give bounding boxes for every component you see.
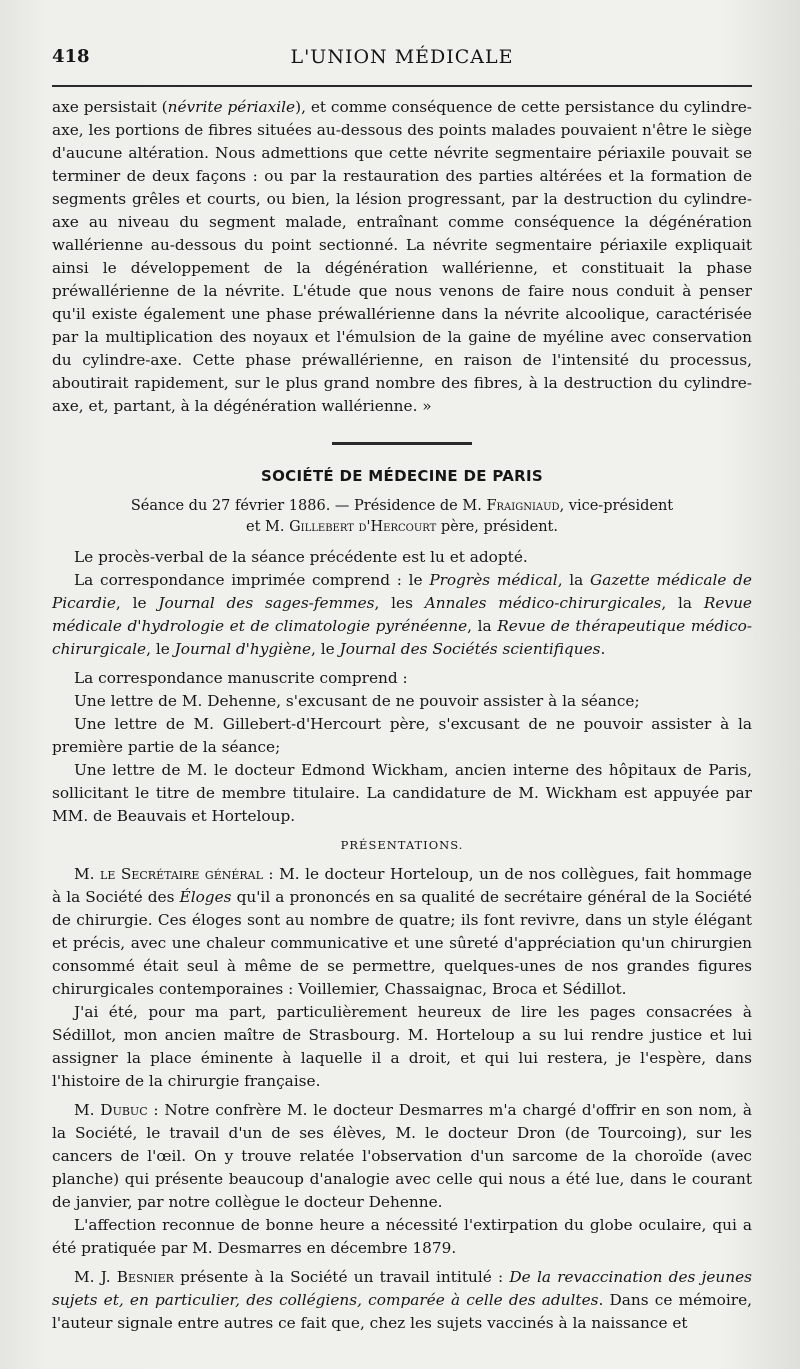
text-run: , le — [146, 640, 175, 658]
italic-term: névrite périaxile — [167, 98, 296, 116]
text-run: axe persistait ( — [52, 98, 168, 116]
journal-title: Gazette médicale de Picardie — [52, 571, 752, 612]
correspondence-printed-paragraph — [52, 569, 752, 661]
text-run: , le — [115, 594, 159, 612]
text-run: , la — [467, 617, 498, 635]
journal-title: Annales médico-chirurgicales — [424, 594, 662, 612]
name-gillebert: Gillebert d'Hercourt — [289, 519, 437, 535]
text-run: Séance du 27 février 1886. — Présidence de M. — [130, 498, 487, 514]
dubuc-paragraph-2: L'affection reconnue de bonne heure a nécessité l'extirpation du globe oculaire, qui a été pratiquée par M. Desmarres en décembre 1879. — [52, 1216, 752, 1257]
page-header — [52, 46, 752, 74]
text-run: , la — [661, 594, 704, 612]
text-run: ), et comme conséquence de cette persistance du cylindre-axe, les portions de fibres situées au-dessous des points malades pouvaient n'être le siège d'aucune altération. Nous admettions que cette névrite segmentaire périaxile pouvait se terminer de deux façons : ou par la restauration des parties altérées et la formation de segments grêles et courts, ou bien, la lésion progressant, par la destruction du cylindre-axe au niveau du segment malade, entraînant comme conséquence la dégénération wallérienne au-dessous du point sectionné. La névrite segmentaire périaxile expliquait ainsi le développement de la dégénération wallérienne, et constituait la phase préwallérienne de la névrite. L'étude que nous venons de faire nous conduit à penser qu'il existe également une phase préwallérienne dans la névrite alcoolique, caractérisée par la multiplication des noyaux et l'émulsion de la gaine de myéline avec conservation du cylindre-axe. Cette phase préwallérienne, en raison de l'intensité du processus, aboutirait rapidement, sur le plus grand nombre des fibres, à la destruction du cylindre-axe, et, partant, à la dégénération wallérienne. » — [52, 98, 752, 415]
journal-title: Revue médicale d'hydrologie et de climatologie pyrénéenne — [52, 594, 752, 635]
text-run: père, président. — [436, 519, 558, 535]
speaker-name: M. le Secrétaire général — [74, 865, 263, 883]
italic-term: De la revaccination des jeunes sujets et, en particulier, des collégiens, comparée à celle des adultes — [52, 1268, 752, 1309]
text-run: . — [600, 640, 606, 658]
speaker-name: M. J. Besnier — [74, 1268, 174, 1286]
seance-line — [52, 496, 752, 538]
page-number: 418 — [52, 46, 90, 67]
text-run: présente à la Société un travail intitulé : — [173, 1268, 510, 1286]
letter-item: Une lettre de M. le docteur Edmond Wickham, ancien interne des hôpitaux de Paris, sollicitant le titre de membre titulaire. La candidature de M. Wickham est appuyée par MM. de Beauvais et Horteloup. — [52, 761, 752, 825]
text-run: qu'il a prononcés en sa qualité de secrétaire général de la Société de chirurgie. Ces éloges sont au nombre de quatre; ils font revivre, dans un style élégant et précis, avec une chaleur communicative et une sûreté d'appréciation qu'un chirurgien consommé était seul à même de se permettre, quelques-unes de nos grandes figures chirurgicales contemporaines : Voillemier, Chassaignac, Broca et Sédillot. — [52, 888, 752, 998]
text-run: : Notre confrère M. le docteur Desmarres m'a chargé d'offrir en son nom, à la Société, le travail d'un de ses élèves, M. le docteur Dron (de Tourcoing), sur les cancers de l'œil. On y trouve relatée l'observation d'un sarcome de la choroïde (avec planche) qui présente beaucoup d'analogie avec celle qui nous a été lue, dans le courant de janvier, par notre collègue le docteur Dehenne. — [52, 1101, 752, 1211]
running-title: L'UNION MÉDICALE — [290, 46, 514, 68]
journal-title: Journal des sages-femmes — [158, 594, 375, 612]
journal-title: Journal d'hygiène — [174, 640, 312, 658]
text-run: , le — [311, 640, 340, 658]
text-run: : M. le docteur Horteloup, un de nos collègues, fait hommage à la Société des — [52, 865, 752, 906]
society-heading: SOCIÉTÉ DE MÉDECINE DE PARIS — [261, 467, 543, 485]
text-run: . Dans ce mémoire, l'auteur signale entre autres ce fait que, chez les sujets vaccinés à la naissance et — [52, 1291, 752, 1332]
section-divider — [332, 442, 472, 445]
text-run: , la — [557, 571, 591, 589]
header-rule — [52, 85, 752, 87]
secretary-paragraph — [52, 863, 752, 1001]
intro-paragraph — [52, 96, 752, 418]
journal-title: Journal des Sociétés scientifiques — [339, 640, 601, 658]
journal-title: Revue de thérapeutique médico-chirurgicale — [52, 617, 753, 658]
proces-verbal-paragraph: Le procès-verbal de la séance précédente est lu et adopté. — [74, 548, 528, 566]
correspondence-manuscript-paragraph: La correspondance manuscrite comprend : — [74, 669, 408, 687]
dubuc-paragraph — [52, 1099, 752, 1214]
speaker-name: M. Dubuc — [74, 1101, 148, 1119]
besnier-paragraph — [52, 1266, 752, 1335]
journal-title: Progrès médical — [429, 571, 558, 589]
text-run: , les — [374, 594, 425, 612]
letter-item: Une lettre de M. Dehenne, s'excusant de ne pouvoir assister à la séance; — [74, 692, 640, 710]
letter-item: Une lettre de M. Gillebert-d'Hercourt père, s'excusant de ne pouvoir assister à la première partie de la séance; — [52, 715, 752, 756]
text-run: et M. — [246, 519, 290, 535]
name-fraigniaud: Fraigniaud — [486, 498, 560, 514]
text-run: , vice-président — [559, 498, 674, 514]
text-run: La correspondance imprimée comprend : le — [74, 571, 430, 589]
page-body — [52, 96, 752, 1335]
presentations-heading: PRÉSENTATIONS. — [340, 838, 464, 852]
italic-term: Éloges — [179, 888, 232, 906]
secretary-paragraph-2: J'ai été, pour ma part, particulièrement heureux de lire les pages consacrées à Sédillot, mon ancien maître de Strasbourg. M. Horteloup a su lui rendre justice et lui assigner la place éminente à laquelle il a droit, et qui lui restera, je l'espère, dans l'histoire de la chirurgie française. — [52, 1003, 752, 1090]
